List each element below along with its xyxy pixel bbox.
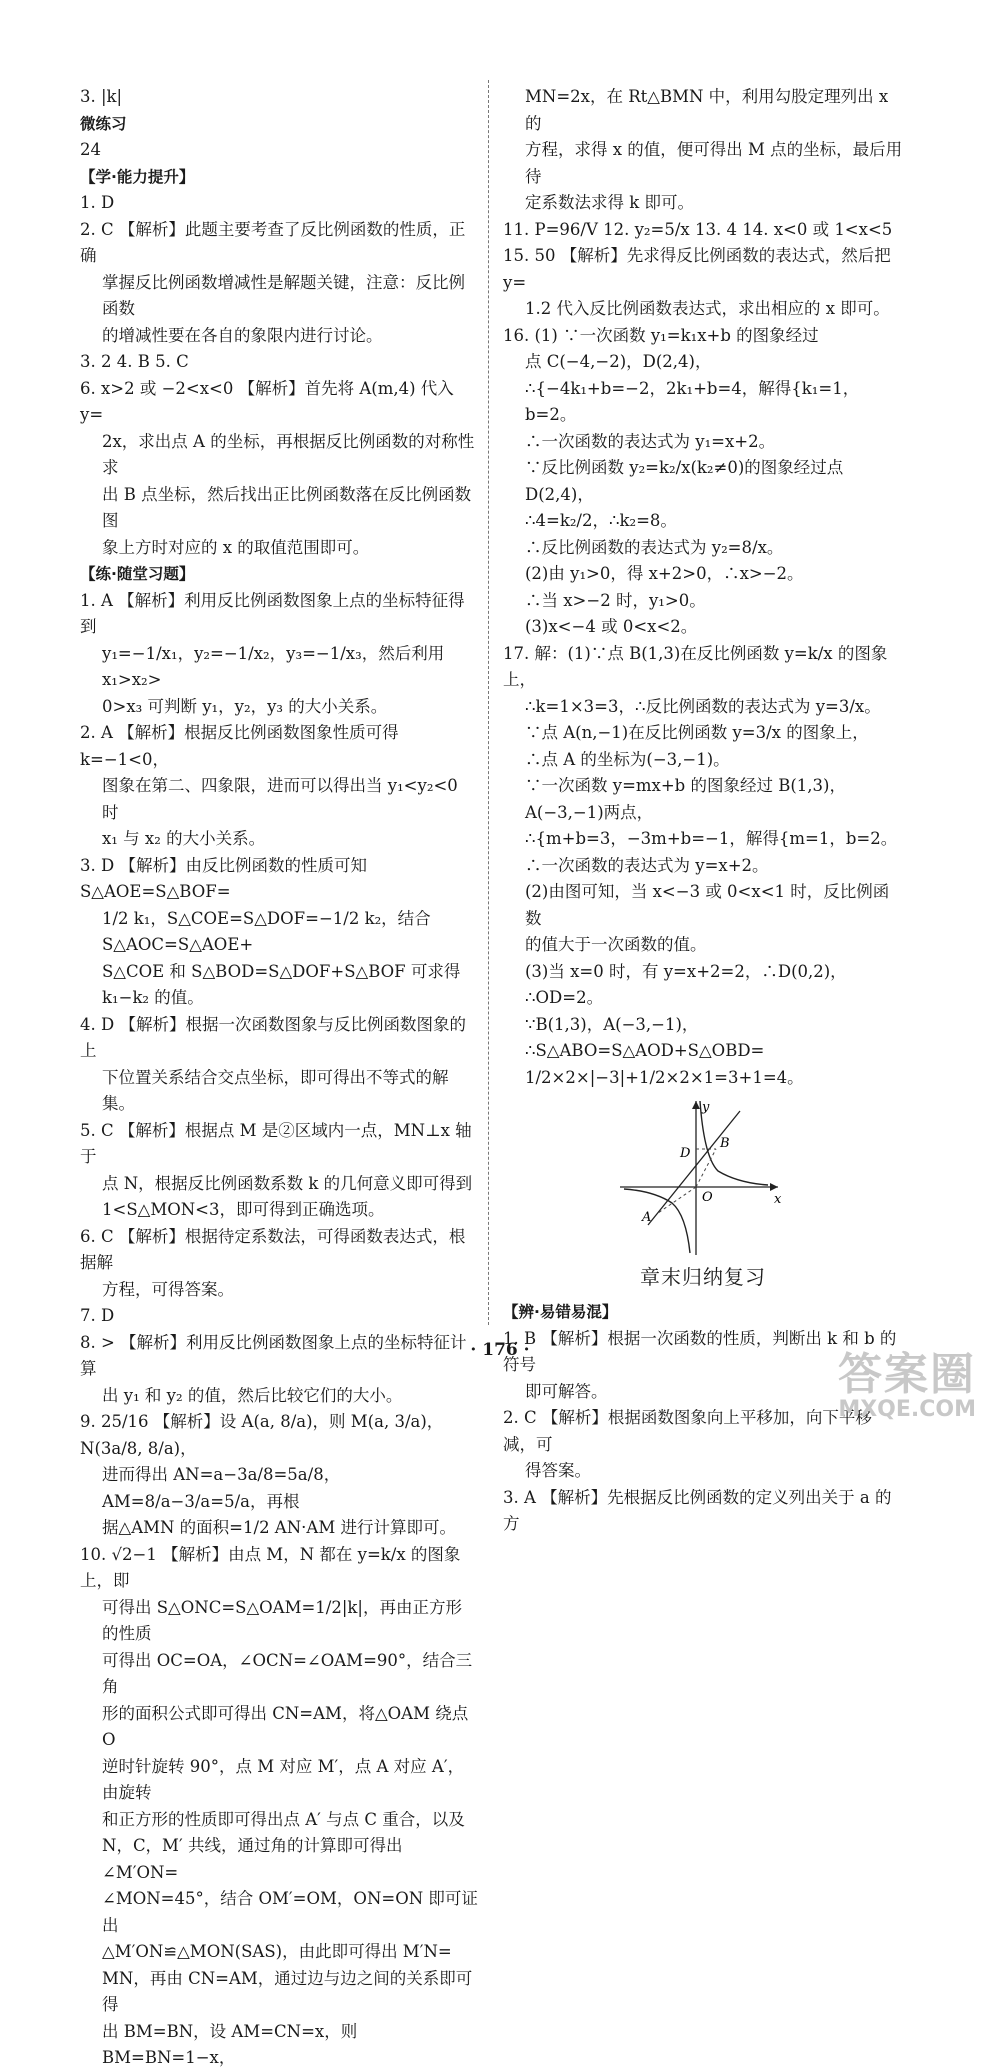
answer-line: ∴{−4k₁+b=−2，2k₁+b=4，解得{k₁=1，b=2。 [525, 378, 860, 424]
answer-line: 据△AMN 的面积=1/2 AN·AM 进行计算即可。 [102, 1518, 456, 1537]
label-d: D [680, 1146, 691, 1161]
answer-line: (3)x<−4 或 0<x<2。 [525, 617, 698, 636]
answer-line: MN=2x，在 Rt△BMN 中，利用勾股定理列出 x 的 [525, 87, 889, 133]
answer-line: 的值大于一次函数的值。 [525, 935, 707, 954]
answer-line: 出 B 点坐标，然后找出正比例函数落在反比例函数图 [102, 484, 472, 530]
answer-line: A(−3,−1)两点， [525, 802, 654, 822]
answer-line: 8. > 【解析】利用反比例函数图象上点的坐标特征计算 [80, 1332, 467, 1378]
line-y-equals-x-plus-2 [648, 1111, 740, 1225]
answer-line: ∴{m+b=3，−3m+b=−1，解得{m=1，b=2。 [525, 829, 898, 848]
left-column [80, 84, 478, 2072]
function-graph-figure [618, 1097, 788, 1257]
answer-line: 的增减性要在各自的象限内进行讨论。 [102, 325, 383, 345]
answer-line: 2. C 【解析】此题主要考查了反比例函数的性质，正确 [80, 219, 466, 265]
answer-line: ∵点 A(n,−1)在反比例函数 y=3/x 的图象上， [525, 723, 869, 742]
answer-line: 出 BM=BN，设 AM=CN=x，则 BM=BN=1−x， [102, 2021, 358, 2067]
answer-line: 6. x>2 或 −2<x<0 【解析】首先将 A(m,4) 代入 y= [80, 378, 454, 424]
page-number: · 176 · [470, 1340, 530, 1360]
answer-line: 象上方时对应的 x 的取值范围即可。 [102, 537, 370, 557]
answer-line: 15. 50 【解析】先求得反比例函数的表达式，然后把 y= [503, 246, 891, 292]
hyperbola-branch-q3 [624, 1189, 690, 1253]
x-axis-arrow-icon [770, 1183, 778, 1191]
label-b: B [720, 1136, 730, 1151]
answer-line: (2)由图可知，当 x<−3 或 0<x<1 时，反比例函数 [525, 882, 890, 928]
answer-line: 可得出 OC=OA，∠OCN=∠OAM=90°，结合三角 [102, 1650, 473, 1696]
answer-line: 1/2 k₁，S△COE=S△DOF=−1/2 k₂，结合 S△AOC=S△AOE+ [102, 908, 431, 954]
section-heading: 【学·能力提升】 [80, 167, 195, 186]
answer-line: 16. (1) ∵一次函数 y₁=k₁x+b 的图象经过 [503, 325, 819, 345]
label-y: y [702, 1100, 710, 1115]
section-heading: 【辨·易错易混】 [503, 1303, 618, 1321]
answer-line: 即可解答。 [525, 1381, 608, 1401]
answer-line: MN，再由 CN=AM，通过边与边之间的关系即可得 [102, 1968, 473, 2014]
label-a: A [642, 1210, 652, 1225]
answer-line: 1. D [80, 193, 115, 212]
answer-line: 出 y₁ 和 y₂ 的值，然后比较它们的大小。 [102, 1385, 403, 1405]
watermark-logo: 答案圈 [838, 1349, 976, 1400]
answer-line: ∴点 A 的坐标为(−3,−1)。 [525, 749, 730, 769]
answer-line: 3. A 【解析】先根据反比例函数的定义列出关于 a 的方 [503, 1487, 892, 1533]
answer-line: 5. C 【解析】根据点 M 是②区域内一点，MN⊥x 轴于 [80, 1120, 472, 1166]
answer-line: 点 N，根据反比例函数系数 k 的几何意义即可得到 [102, 1173, 473, 1193]
answer-line: (2)由 y₁>0，得 x+2>0，∴x>−2。 [525, 564, 804, 583]
watermark-url: MXQE.COM [838, 1397, 976, 1422]
right-column [503, 84, 903, 1538]
answer-line: 2. A 【解析】根据反比例函数图象性质可得 k=−1<0， [80, 723, 399, 769]
answers-11-17 [503, 84, 903, 1091]
answer-line: 和正方形的性质即可得出点 A′ 与点 C 重合，以及 [102, 1809, 465, 1829]
answer-line: ∵B(1,3)，A(−3,−1)，∴S△ABO=S△AOD+S△OBD= [525, 1014, 765, 1060]
answer-line: 1.2 代入反比例函数表达式，求出相应的 x 即可。 [525, 299, 890, 318]
chapter-title: 章末归纳复习 [640, 1265, 766, 1289]
answer-line: ∴一次函数的表达式为 y=x+2。 [525, 855, 769, 875]
answer-line: ∵一次函数 y=mx+b 的图象经过 B(1,3)， [525, 776, 846, 795]
answer-line: 3. |k| [80, 87, 123, 106]
label-x: x [774, 1192, 782, 1207]
answer-line: 点 C(−4,−2)，D(2,4)， [525, 352, 712, 371]
answer-line: 10. √2−1 【解析】由点 M，N 都在 y=k/x 的图象上，即 [80, 1544, 461, 1590]
answer-line: S△COE 和 S△BOD=S△DOF+S△BOF 可求得 k₁−k₂ 的值。 [102, 961, 461, 1007]
answer-line: 24 [80, 140, 101, 159]
answer-line: 7. D [80, 1306, 115, 1325]
column-divider [488, 80, 489, 1325]
answer-line: ∠MON=45°，结合 OM′=OM，ON=ON 即可证出 [102, 1889, 478, 1935]
answer-line: 可得出 S△ONC=S△OAM=1/2|k|，再由正方形的性质 [102, 1597, 462, 1643]
answer-line: ∴反比例函数的表达式为 y₂=8/x。 [525, 537, 784, 557]
answer-line: ∴一次函数的表达式为 y₁=x+2。 [525, 431, 776, 451]
answer-line: 定系数法求得 k 即可。 [525, 193, 694, 212]
answer-line: 掌握反比例函数增减性是解题关键，注意：反比例函数 [102, 272, 465, 318]
answer-line: 9. 25/16 【解析】设 A(a, 8/a)，则 M(a, 3/a)，N(3a/8, 8/a)， [80, 1412, 444, 1458]
answer-line: 1<S△MON<3，即可得到正确选项。 [102, 1200, 385, 1219]
answer-line: 1. B 【解析】根据一次函数的性质，判断出 k 和 b 的符号 [503, 1328, 897, 1374]
answer-line: N，C，M′ 共线，通过角的计算即可得出∠M′ON= [102, 1836, 403, 1882]
section-heading: 【练·随堂习题】 [80, 565, 195, 583]
watermark [838, 1349, 976, 1422]
label-o: O [702, 1190, 713, 1205]
answer-line: △M′ON≌△MON(SAS)，由此即可得出 M′N= [102, 1942, 452, 1961]
answer-line: 3. 2 4. B 5. C [80, 352, 189, 371]
answer-line: 6. C 【解析】根据待定系数法，可得函数表达式，根据解 [80, 1226, 466, 1272]
answer-line: x₁ 与 x₂ 的大小关系。 [102, 829, 266, 848]
answer-line: y₁=−1/x₁，y₂=−1/x₂，y₃=−1/x₃，然后利用 x₁>x₂> [102, 643, 445, 689]
answer-line: 下位置关系结合交点坐标，即可得出不等式的解集。 [102, 1067, 449, 1113]
section-heading: 微练习 [80, 114, 127, 133]
answer-line: ∴OD=2。 [525, 988, 604, 1007]
answer-line: 方程，可得答案。 [102, 1279, 234, 1299]
answer-line: 11. P=96/V 12. y₂=5/x 13. 4 14. x<0 或 1<x<5 [503, 219, 893, 239]
answer-line: ∴4=k₂/2，∴k₂=8。 [525, 511, 677, 530]
answer-line: 方程，求得 x 的值，便可得出 M 点的坐标，最后用待 [525, 140, 903, 186]
answer-line: 进而得出 AN=a−3a/8=5a/8，AM=8/a−3/a=5/a，再根 [102, 1465, 341, 1511]
answer-line: 形的面积公式即可得出 CN=AM，将△OAM 绕点 O [102, 1703, 469, 1749]
answer-line: 2x，求出点 A 的坐标，再根据反比例函数的对称性求 [102, 431, 475, 477]
answer-line: 4. D 【解析】根据一次函数图象与反比例函数图象的上 [80, 1014, 466, 1060]
answer-line: 17. 解：(1)∵点 B(1,3)在反比例函数 y=k/x 的图象上， [503, 643, 888, 689]
answer-line: 3. D 【解析】由反比例函数的性质可知 S△AOE=S△BOF= [80, 855, 367, 901]
answer-line: 得答案。 [525, 1461, 591, 1480]
answer-line: 图象在第二、四象限，进而可以得出当 y₁<y₂<0 时 [102, 776, 458, 822]
answer-line: ∴当 x>−2 时，y₁>0。 [525, 590, 706, 610]
hyperbola-branch-q1 [700, 1101, 768, 1185]
answer-line: 1/2×2×|−3|+1/2×2×1=3+1=4。 [525, 1067, 804, 1087]
answer-line: 0>x₃ 可判断 y₁，y₂，y₃ 的大小关系。 [102, 696, 388, 716]
dashed-ob [696, 1149, 716, 1187]
answer-line: 逆时针旋转 90°，点 M 对应 M′，点 A 对应 A′，由旋转 [102, 1756, 465, 1802]
answer-line: 2. C 【解析】根据函数图象向上平移加，向下平移减，可 [503, 1408, 872, 1454]
y-axis-arrow-icon [692, 1101, 700, 1109]
answer-line: ∴k=1×3=3，∴反比例函数的表达式为 y=3/x。 [525, 696, 881, 716]
answer-line: ∵反比例函数 y₂=k₂/x(k₂≠0)的图象经过点 D(2,4)， [525, 458, 844, 504]
answer-line: 1. A 【解析】利用反比例函数图象上点的坐标特征得到 [80, 590, 465, 636]
answer-line: (3)当 x=0 时，有 y=x+2=2，∴D(0,2)， [525, 961, 847, 981]
